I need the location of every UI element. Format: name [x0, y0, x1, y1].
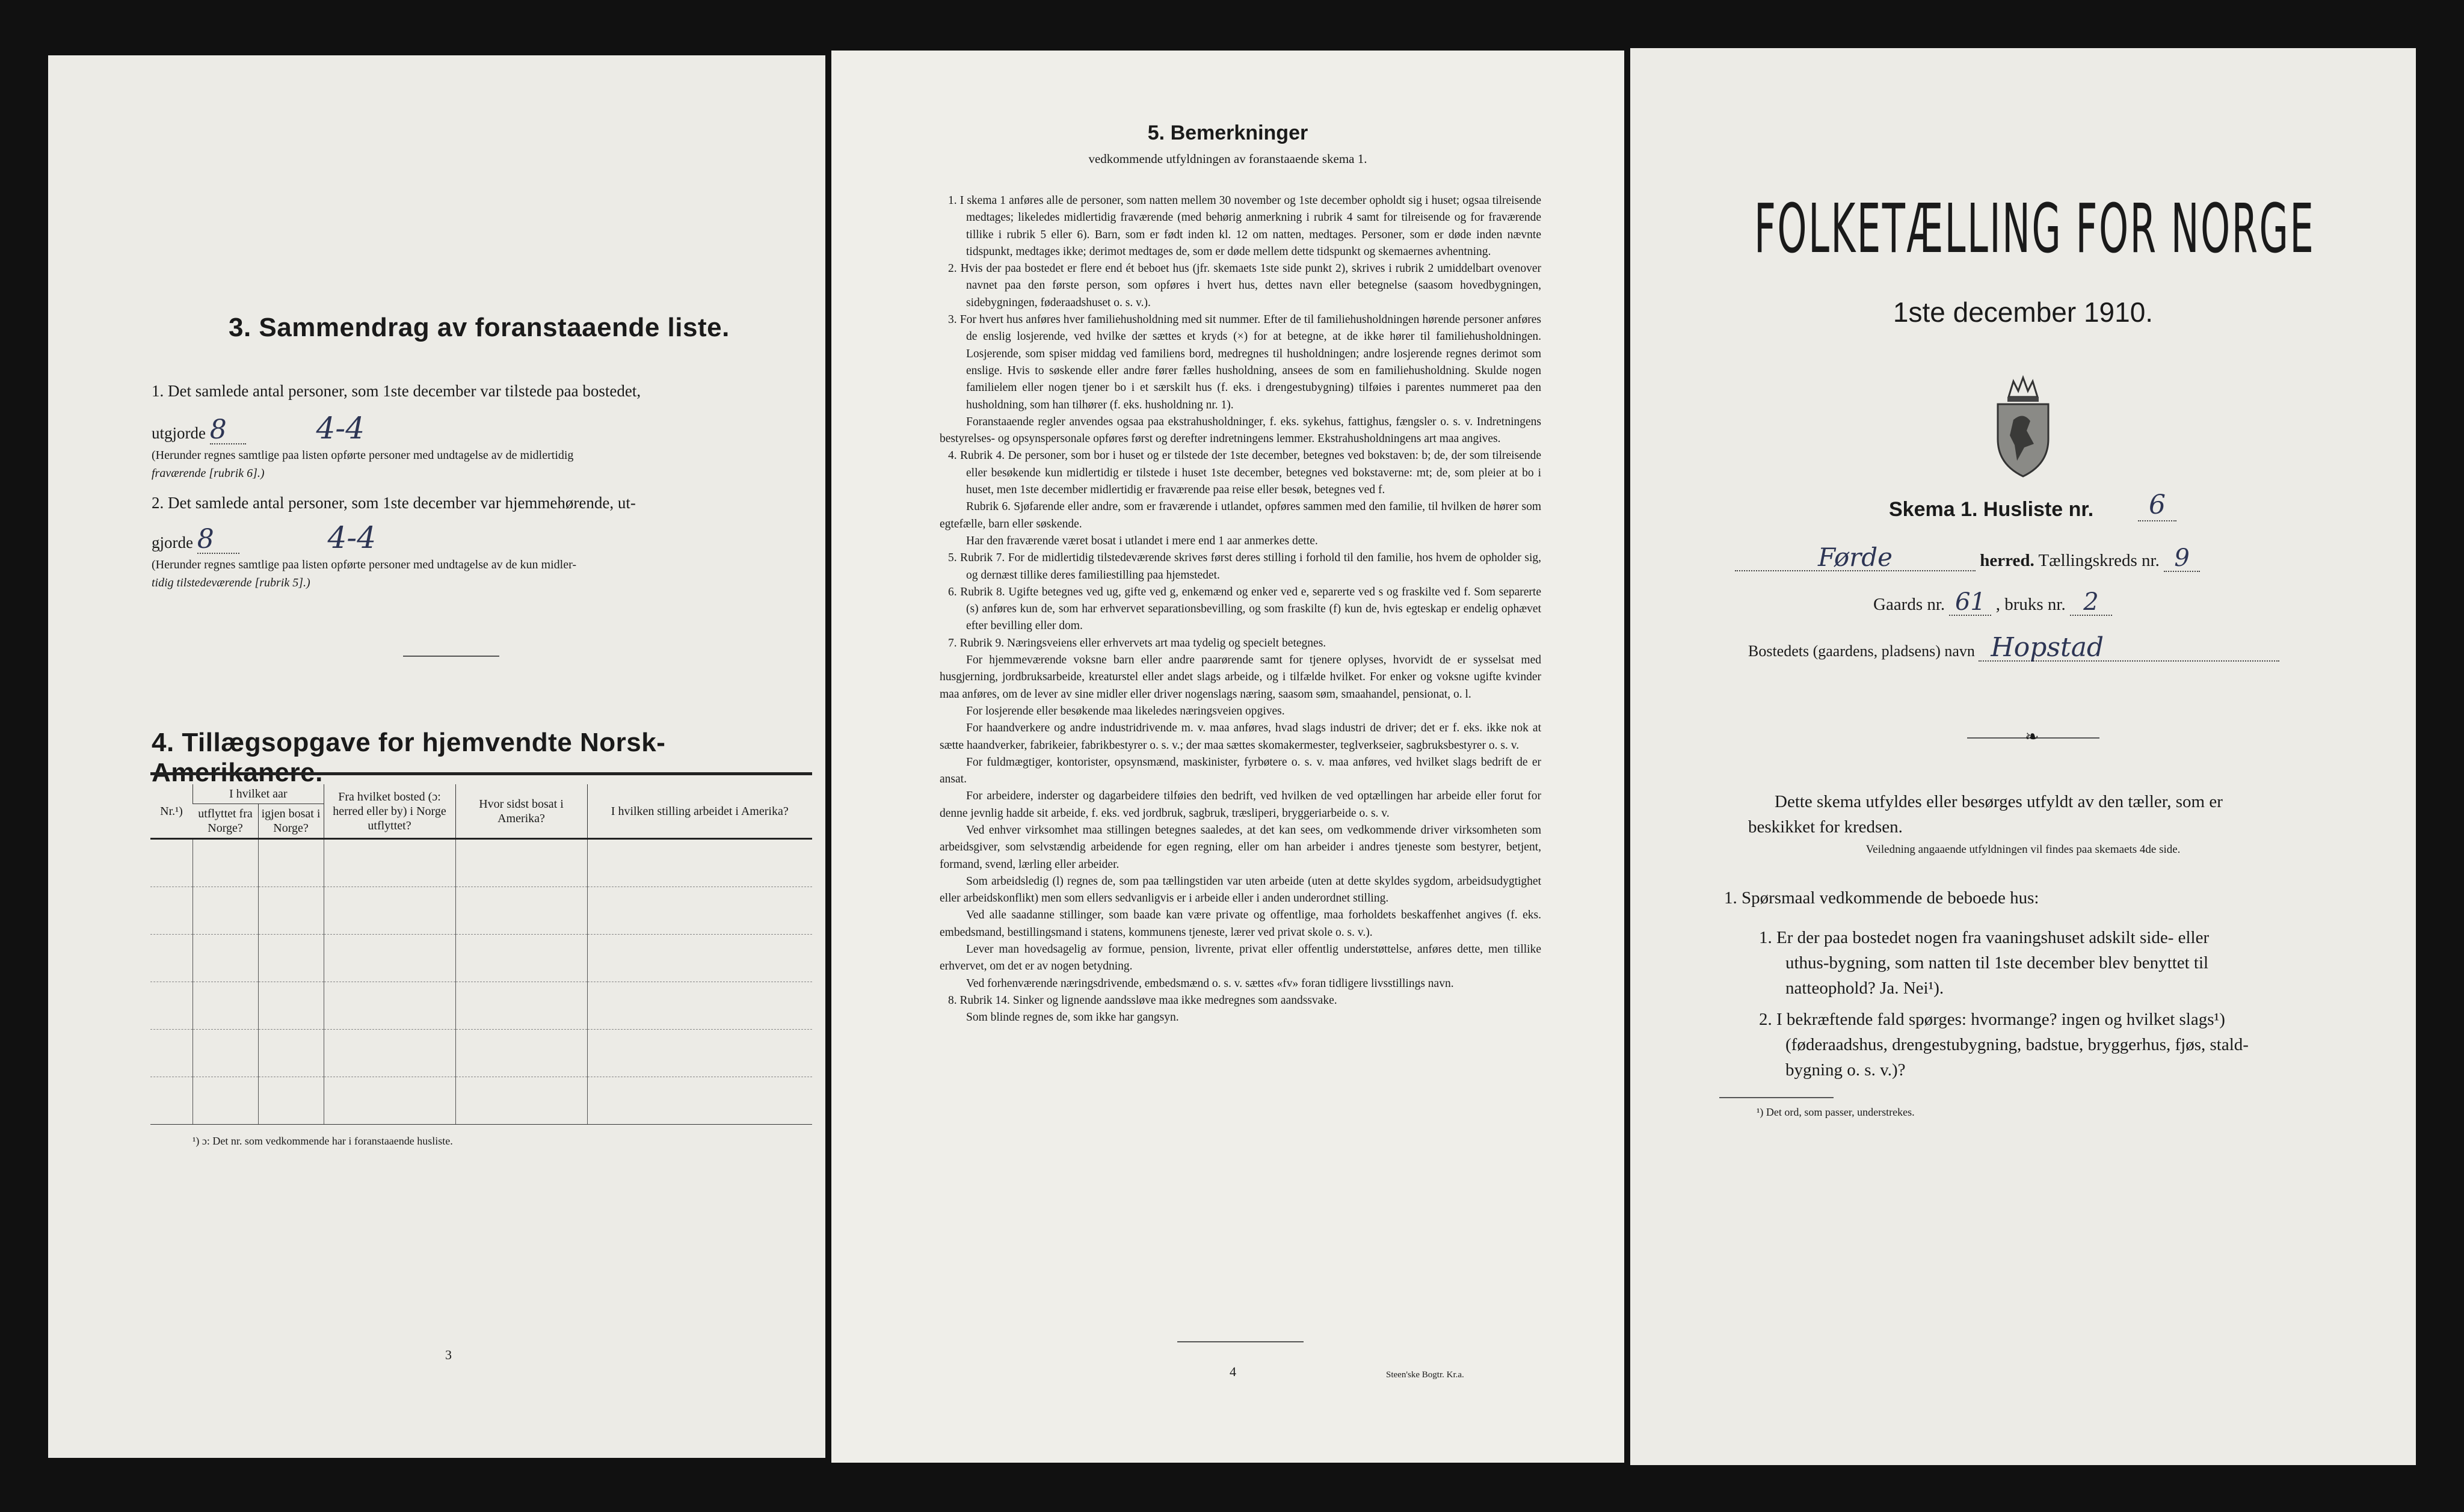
- herred-line: Førde herred. Tællingskreds nr. 9: [1735, 545, 2361, 573]
- divider: [1177, 1341, 1304, 1342]
- col-utflyttet: utflyttet fra Norge?: [193, 804, 259, 839]
- table-row: [150, 1030, 812, 1077]
- col-hvor: Hvor sidst bosat i Amerika?: [455, 784, 587, 839]
- intro: Dette skema utfyldes eller besørges utfyldt av den tæller, som er beskikket for kredsen.: [1748, 792, 2223, 837]
- footnote: ¹) Det ord, som passer, understrekes.: [1757, 1106, 1915, 1118]
- page-left: [48, 55, 825, 1458]
- skema-label: Skema 1. Husliste nr.: [1889, 498, 2094, 521]
- col-igjen: igjen bosat i Norge?: [258, 804, 324, 839]
- section3-item2: 2. Det samlede antal personer, som 1ste december var hjemmehørende, ut- gjorde 8 4-4 (Herunder regnes samtlige paa listen opførte personer med undtagelse av de kun midler- tidig tilstedeværende [rubrik 5].): [152, 494, 636, 589]
- remarks-heading: 5. Bemerkninger: [1147, 121, 1308, 144]
- section3-heading: 3. Sammendrag av foranstaaende liste.: [229, 313, 730, 342]
- divider: [403, 656, 499, 657]
- q1-heading: 1. Spørsmaal vedkommende de beboede hus:: [1724, 888, 2039, 908]
- form-date: 1ste december 1910.: [1893, 297, 2154, 328]
- table-row: [150, 839, 812, 887]
- hand-split-resident: 4-4: [327, 520, 377, 555]
- col-stilling: I hvilken stilling arbeidet i Amerika?: [587, 784, 812, 839]
- hand-count-present: 8: [210, 417, 246, 444]
- coat-of-arms-icon: [1987, 373, 2059, 481]
- norsk-amerikanere-table: [150, 784, 812, 1125]
- remarks-subheading: vedkommende utfyldningen av foranstaaende skema 1.: [1088, 152, 1367, 166]
- q1-2: 2. I bekræftende fald spørges: hvormange? ingen og hvilket slags¹) (føderaadshus, drengestubygning, badstue, bryggerhus, fjøs, stald- bygning o. s. v.)?: [1759, 1010, 2249, 1080]
- hand-count-resident: 8: [197, 526, 239, 554]
- col-group-year: I hvilket aar: [193, 784, 324, 804]
- section4-heading: 4. Tillægsopgave for hjemvendte Norsk-Amerikanere.: [152, 728, 666, 787]
- table-row: [150, 1077, 812, 1125]
- guidance: Veiledning angaaende utfyldningen vil findes paa skemaets 4de side.: [1865, 843, 2181, 856]
- section4-footnote: ¹) ɔ: Det nr. som vedkommende har i foranstaaende husliste.: [192, 1135, 453, 1147]
- q1-1: 1. Er der paa bostedet nogen fra vaaningshuset adskilt side- eller uthus-bygning, som natten til 1ste december blev benyttet til natteophold? Ja. Nei¹).: [1759, 928, 2210, 998]
- remarks-body: 1. I skema 1 anføres alle de personer, som natten mellem 30 november og 1ste december opholdt sig i huset; ogsaa tilreisende medtages; likeledes midlertidig fraværende (med behørig anmerkning i rubrik 4 samt for tilreisende og for fraværende tillike i rubrik 5 eller 6). Barn, som er født inden kl. 12 om natten, medtages. Personer, som er døde inden nævnte tidspunkt, medtages ikke; derimot medtages de, som er døde mellem dette tidspunkt og skemaernes avhentning. 2. Hvis der paa bostedet er flere end ét beboet hus (jfr. skemaets 1ste side punkt 2), skrives i rubrik 2 umiddelbart ovenover navnet paa den første person, som opføres i hvert hus, dettes navn eller betegnelse (saasom hovedbygningen, sidebygningen, føderaadshuset o. s. v.). 3. For hvert hus anføres hver familiehusholdning med sit nummer. Efter de til familiehusholdningen hørende personer anføres de enslig losjerende, ved hvilke der sættes et kryds (×) for at betegne, at de ikke hører til familiehusholdningen. Losjerende, som spiser middag ved familiens bord, medregnes til husholdningen; andre losjerende regnes derimot som enslige. Hvis to søskende eller andre fører fælles husholdning, ansees de som en familiehusholdning. Skulde nogen familielem eller nogen tjener bo i et særskilt hus (f. eks. i drengestubygning) tilføies i parentes nummeret paa den husholdning, som han tilhører (f. eks. husholdning nr. 1). Foranstaaende regler anvendes ogsaa paa ekstrahusholdninger, f. eks. sykehus, fattighus, fængsler o. s. v. Indretningens bestyrelses- og opsynspersonale opføres først og derefter indretningens lemmer. Ekstrahusholdningens art maa angives. 4. Rubrik 4. De personer, som bor i huset og er tilstede der 1ste december, betegnes ved bokstaven: b; de, der som tilreisende eller besøkende kun midlertidig er tilstede i huset 1ste december, betegnes ved bokstaverne: mt; de, som pleier at bo i huset, men 1ste december midlertidig er fraværende paa reise eller besøk, betegnes ved f. Rubrik 6. Sjøfarende eller andre, som er fraværende i utlandet, opføres sammen med den familie, til hvilken de hører som egtefælle, barn eller søskende. Har den fraværende været bosat i utlandet i mere end 1 aar anmerkes dette. 5. Rubrik 7. For de midlertidig tilstedeværende skrives først deres stilling i forhold til den familie, hos hvem de opholder sig, og dernæst tillike deres familiestilling paa hjemstedet. 6. Rubrik 8. Ugifte betegnes ved ug, gifte ved g, enkemænd og enker ved e, separerte ved s og fraskilte ved f. Som separerte (s) anføres kun de, som har erhvervet separationsbevilling, og som fraskilte (f) kun de, hvis egteskap er endelig ophævet efter bevilling eller dom. 7. Rubrik 9. Næringsveiens eller erhvervets art maa tydelig og specielt betegnes. For hjemmeværende voksne barn eller andre paarørende samt for tjenere oplyses, hvorvidt de er sysselsat med husgjerning, jordbruksarbeide, kreaturstel eller andet slags arbeide, og i tilfælde hvilket. For enker og voksne ugifte kvinder maa anføres, om de lever av sine midler eller driver nogenslags næring, saasom søm, smaahandel, pensionat, o. l. For losjerende eller besøkende maa likeledes næringsveien opgives. For haandverkere og andre industridrivende m. v. maa anføres, hvad slags industri de driver; det er f. eks. ikke nok at sætte haandverker, fabrikeier, fabrikbestyrer o. s. v.; der maa sættes skomakermester, teglverkseier, sagbruksbestyrer o. s. v. For fuldmægtiger, kontorister, opsynsmænd, maskinister, fyrbøtere o. s. v. maa anføres, ved hvilket slags bedrift de er ansat. For arbeidere, inderster og dagarbeidere tilføies den bedrift, ved hvilken de ved optællingen har arbeide eller forut for denne jevnlig hadde sit arbeide, f. eks. ved jordbruk, sagbruk, træsliperi, bryggeriarbeide o. s. v. Ved enhver virksomhet maa stillingen betegnes saaledes, at det kan sees, om vedkommende driver virksomheten som arbeidsgiver, som selvstændig arbeidende for egen regning, eller om han arbeider i andres tjeneste som bestyrer, betjent, formand, svend, lærling eller arbeider. Som arbeidsledig (l) regnes de, som paa tællingstiden var uten arbeide (uten at dette skyldes sygdom, arbeidsudygtighet eller arbeidskonflikt) men som ellers sedvanligvis er i arbeide eller i anden underordnet stilling. Ved alle saadanne stillinger, som baade kan være private og offentlige, maa forholdets beskaffenhet angives (f. eks. embedsmand, bestillingsmand i statens, kommunens tjeneste, lærer ved privat skole o. s. v.). Lever man hovedsagelig av formue, pension, livrente, privat eller offentlig understøttelse, anføres dette, men tillike erhvervet, om det er av nogen betydning. Ved forhenværende næringsdrivende, embedsmænd o. s. v. sættes «fv» foran tidligere livsstillings navn. 8. Rubrik 14. Sinker og lignende aandssløve maa ikke medregnes som aandssvake. Som blinde regnes de, som ikke har gangsyn.: [940, 194, 1541, 1024]
- page-number: 3: [445, 1347, 452, 1362]
- ornament-icon: ❧: [2025, 728, 2039, 746]
- bosted-line: Bostedets (gaardens, pladsens) navn Hopstad: [1748, 635, 2362, 664]
- husliste-nr: 6: [2138, 490, 2176, 521]
- section3-item1: 1. Det samlede antal personer, som 1ste december var tilstede paa bostedet, utgjorde 8 4-4 (Herunder regnes samtlige paa listen opførte personer med undtagelse av de midlertidig fraværende [rubrik 6].): [152, 382, 641, 480]
- col-fra: Fra hvilket bosted (ɔ: herred eller by) i Norge utflyttet?: [324, 784, 455, 839]
- form-title: FOLKETÆLLING FOR NORGE: [1754, 190, 2315, 268]
- hand-split-present: 4-4: [316, 411, 365, 446]
- table-rule: [150, 772, 812, 775]
- printer-mark: Steen'ske Bogtr. Kr.a.: [1386, 1370, 1464, 1380]
- table-row: [150, 887, 812, 935]
- page-right: [1630, 48, 2416, 1465]
- page-middle: [831, 51, 1624, 1463]
- table-row: [150, 982, 812, 1030]
- table-row: [150, 935, 812, 982]
- gaards-line: Gaards nr. 61 , bruks nr. 2: [1873, 589, 2112, 617]
- divider: [1719, 1097, 1834, 1098]
- col-nr: Nr.¹): [150, 784, 193, 839]
- page-number: 4: [1230, 1364, 1236, 1379]
